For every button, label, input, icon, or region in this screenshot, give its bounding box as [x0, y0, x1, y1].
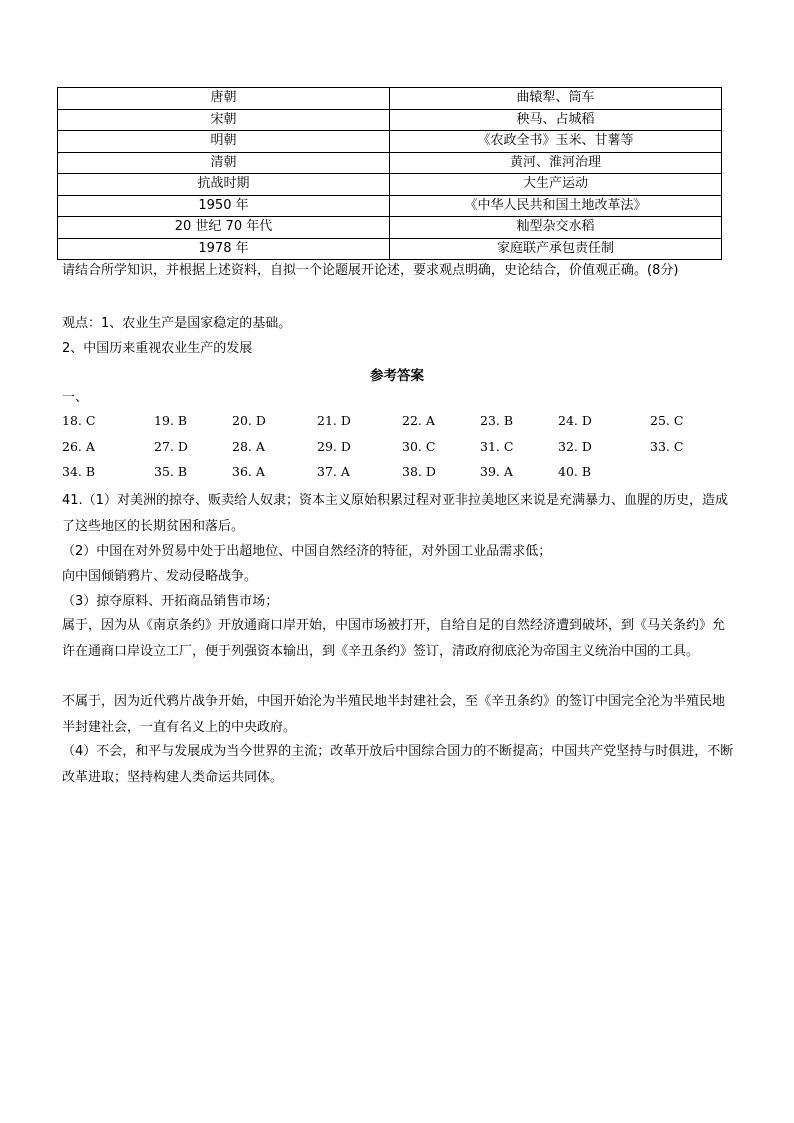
table-row: [58, 195, 722, 217]
answer-item: 31. C: [480, 438, 514, 454]
answer-key-title: 参考答案: [370, 368, 424, 384]
table-row: [58, 217, 722, 239]
table-row: [58, 174, 722, 196]
answer-item: 30. C: [402, 438, 436, 454]
item-cell: 家庭联产承包责任制: [390, 238, 722, 260]
answer-41-part4: （4）不会，和平与发展成为当今世界的主流；改革开放后中国综合国力的不断提高；中国共产党坚持与时俱进，不断改革进取；坚持构建人类命运共同体。: [62, 744, 734, 785]
item-cell: 《农政全书》玉米、甘薯等: [390, 131, 722, 153]
table-row: [58, 238, 722, 260]
item-cell: 曲辕犁、筒车: [390, 88, 722, 110]
answer-item: 18. C: [62, 413, 96, 428]
answer-item: 21. D: [317, 413, 351, 428]
answer-item: 23. B: [480, 413, 514, 428]
period-cell: 1950 年: [58, 195, 390, 217]
answer-item: 39. A: [480, 464, 513, 479]
item-cell: 籼型杂交水稻: [390, 217, 722, 239]
period-cell: 清朝: [58, 152, 390, 174]
answer-item: 38. D: [402, 464, 436, 479]
answer-41-part3-yes: 属于，因为从《南京条约》开放通商口岸开始，中国市场被打开，自给自足的自然经济遭到破坏，到《马关条约》允许在通商口岸设立工厂，便于列强资本输出，到《辛丑条约》签订，清政府彻底沦为帝国主义统治中国的工具。: [62, 618, 726, 659]
answer-item: 20. D: [232, 413, 266, 428]
table-row: [58, 152, 722, 174]
answer-item: 27. D: [154, 438, 188, 454]
answer-41-part3-no: 不属于，因为近代鸦片战争开始，中国开始沦为半殖民地半封建社会，至《辛丑条约》的签订中国完全沦为半殖民地半封建社会，一直有名义上的中央政府。: [62, 694, 726, 735]
period-cell: 宋朝: [58, 109, 390, 131]
answer-item: 33. C: [650, 438, 684, 454]
answer-item: 22. A: [402, 413, 435, 428]
period-cell: 明朝: [58, 131, 390, 153]
table-row: [58, 88, 722, 110]
answer-41-part3: （3）掠夺原料、开拓商品销售市场；: [62, 594, 279, 609]
answer-item: 29. D: [317, 438, 351, 454]
answer-item: 32. D: [558, 438, 592, 454]
table-row: [58, 131, 722, 153]
agriculture-history-table: [57, 87, 722, 260]
answer-item: 36. A: [232, 464, 265, 479]
viewpoint-1: 观点：1、农业生产是国家稳定的基础。: [62, 316, 292, 331]
answer-item: 28. A: [232, 438, 265, 454]
answer-item: 19. B: [154, 413, 188, 428]
period-cell: 抗战时期: [58, 174, 390, 196]
item-cell: 黄河、淮河治理: [390, 152, 722, 174]
item-cell: 《中华人民共和国土地改革法》: [390, 195, 722, 217]
answer-item: 37. A: [317, 464, 350, 479]
answer-item: 26. A: [62, 438, 95, 454]
essay-question: 请结合所学知识，并根据上述资料，自拟一个论题展开论述，要求观点明确，史论结合，价值观正确。(8分): [62, 263, 679, 278]
item-cell: 大生产运动: [390, 174, 722, 196]
period-cell: 唐朝: [58, 88, 390, 110]
answer-item: 34. B: [62, 464, 96, 479]
viewpoint-2: 2、中国历来重视农业生产的发展: [62, 341, 253, 356]
answer-item: 24. D: [558, 413, 592, 428]
period-cell: 20 世纪 70 年代: [58, 217, 390, 239]
answer-41-part2a: （2）中国在对外贸易中处于出超地位、中国自然经济的特征，对外国工业品需求低；: [62, 544, 552, 559]
answer-41-part2b: 向中国倾销鸦片、发动侵略战争。: [62, 569, 258, 584]
section-one-heading: 一、: [62, 390, 89, 405]
answer-41-part1: 41.（1）对美洲的掠夺、贩卖给人奴隶；资本主义原始积累过程对亚非拉美地区来说是充满暴力、血腥的历史，造成了这些地区的长期贫困和落后。: [62, 493, 728, 534]
answer-item: 35. B: [154, 464, 188, 479]
item-cell: 秧马、占城稻: [390, 109, 722, 131]
answer-item: 25. C: [650, 413, 684, 428]
table-row: [58, 109, 722, 131]
period-cell: 1978 年: [58, 238, 390, 260]
answer-item: 40. B: [558, 464, 592, 479]
